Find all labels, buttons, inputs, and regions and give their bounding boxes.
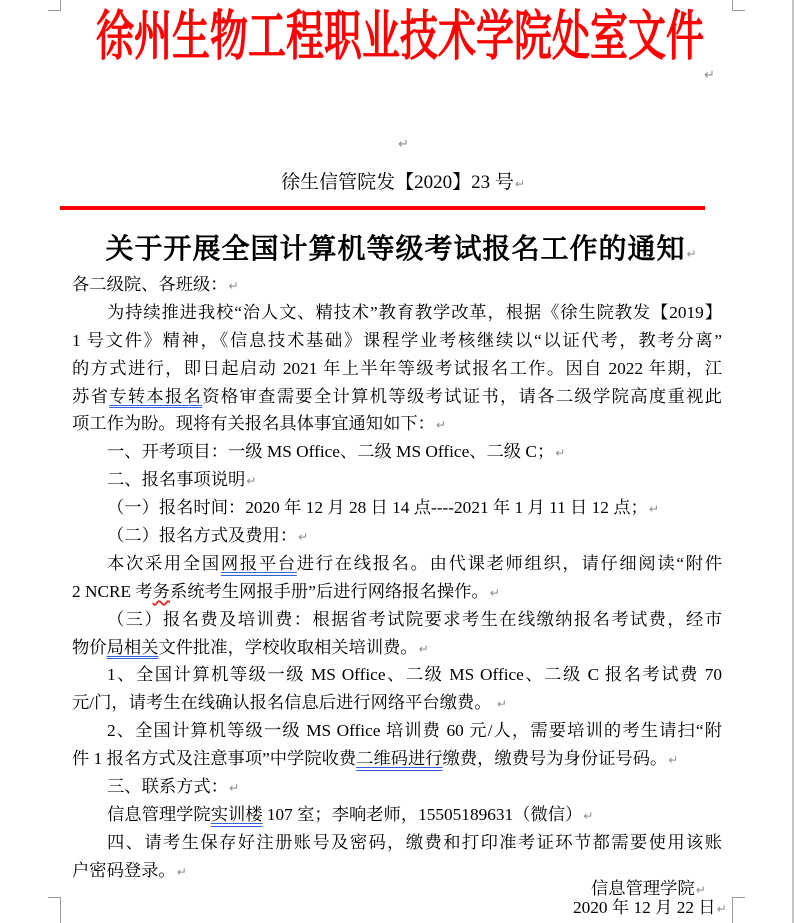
body-line: [72, 661, 722, 689]
document-number-text: 徐生信管院发【2020】23 号: [281, 172, 514, 193]
line-text: 107 室；李响老师，15505189631（微信）: [262, 804, 583, 824]
line-text: 为持续推进我校“治人文、精技术”教育教学改革，根据《徐生院教发【2019】: [107, 302, 722, 322]
paragraph-mark-icon: ↵: [496, 697, 507, 712]
signature-department-text: 信息管理学院: [591, 879, 695, 898]
salutation-line: [72, 271, 722, 299]
paragraph-mark-icon: ↵: [695, 883, 706, 897]
body-line: [72, 299, 722, 327]
paragraph-mark-icon: ↵: [176, 864, 187, 879]
line-text: 资格审查需要全计算机等级考试证书，请各二级学院高度重视此: [202, 386, 722, 406]
line-text: 2、全国计算机等级一级 MS Office 培训费 60 元/人，需要培训的考生请扫“附: [107, 721, 722, 741]
notice-body: [72, 271, 722, 885]
grammar-flagged-text: 局相关: [106, 637, 159, 657]
body-line: [72, 383, 722, 411]
line-text: 信息管理学院: [107, 804, 211, 824]
paragraph-mark-icon: ↵: [555, 446, 566, 461]
contact-line: [72, 801, 722, 829]
body-line: [72, 494, 722, 522]
body-line: [72, 829, 722, 857]
line-text: 本次采用全国: [107, 553, 221, 573]
line-text: 进行在线报名。由代课老师组织，请仔细阅读“附件: [296, 553, 722, 573]
body-line: [72, 355, 722, 383]
spelling-flagged-text: 务: [152, 581, 170, 601]
paragraph-mark-icon: ↵: [716, 902, 727, 916]
crop-mark-bottom-right: [732, 897, 733, 923]
body-line: [72, 634, 722, 662]
line-text: （三）报名费及培训费：根据省考试院要求考生在线缴纳报名考试费，经市: [107, 609, 722, 629]
line-text: 文件批准，学校收取相关培训费。: [158, 637, 418, 657]
letterhead-title: 徐州生物工程职业技术学院处室文件: [95, 7, 704, 68]
line-text: 项工作为盼。现将有关报名具体事宜通知如下：: [72, 414, 435, 434]
body-line: [72, 717, 722, 745]
line-text: 户密码登录。: [72, 860, 176, 880]
paragraph-mark-icon: ↵: [246, 474, 257, 489]
body-line: [72, 745, 722, 773]
paragraph-mark-icon: ↵: [668, 753, 679, 768]
line-text: 苏省: [72, 386, 110, 406]
signature-date: [573, 897, 727, 920]
body-line: [72, 689, 722, 717]
line-text: 2 NCRE 考: [72, 581, 153, 601]
line-text: 1、全国计算机等级一级 MS Office、二级 MS Office、二级 C 报名考试费 70: [107, 665, 722, 685]
paragraph-mark-icon: ↵: [686, 247, 697, 261]
paragraph-mark-icon: ↵: [648, 502, 659, 517]
notice-title-text: 关于开展全国计算机等级考试报名工作的通知: [105, 234, 686, 265]
paragraph-mark-icon: ↵: [228, 781, 240, 796]
body-line: [72, 550, 722, 578]
body-line: [72, 606, 722, 634]
paragraph-mark-icon: ↵: [489, 585, 500, 600]
notice-title: [0, 233, 794, 271]
line-text: （二）报名方式及费用：: [107, 526, 298, 546]
line-text: 四、请考生保存好注册账号及密码，缴费和打印准考证环节都需要使用该账: [107, 832, 722, 852]
line-text: 缴费，缴费号为身份证号码。: [442, 749, 668, 769]
paragraph-mark-icon: ↵: [583, 808, 594, 823]
line-text: 件 1 报名方式及注意事项”中学院收费: [72, 749, 357, 769]
line-text: 元/门，请考生在线确认报名信息后进行网络平台缴费。: [72, 693, 496, 713]
section-heading-line: [72, 438, 722, 466]
body-line: [72, 327, 722, 355]
paragraph-mark-icon: ↵: [298, 530, 309, 545]
grammar-flagged-text: 实训楼: [210, 804, 263, 824]
line-text: 系统考生网报手册”后进行网络报名操作。: [169, 581, 489, 601]
crop-mark-bottom-right: [732, 897, 745, 898]
line-text: 二、报名事项说明: [107, 470, 246, 490]
crop-mark-bottom-left: [60, 897, 61, 923]
line-text: 的方式进行，即日起启动 2021 年上半年等级考试报名工作。因自 2022 年期，江: [72, 358, 722, 378]
line-text: 1 号文件》精神，《信息技术基础》课程学业考核继续以“以证代考，教考分离”: [72, 330, 722, 350]
grammar-flagged-text: 二维码进行: [356, 749, 443, 769]
line-text: 三、联系方式：: [107, 777, 228, 797]
line-text: （一）报名时间：2020 年 12 月 28 日 14 点----2021 年 1 月 11 日 12 点；: [107, 498, 648, 518]
body-line: [72, 410, 722, 438]
paragraph-mark-icon: ↵: [418, 641, 429, 656]
line-text: 各二级院、各班级：: [72, 275, 228, 294]
body-line: [72, 522, 722, 550]
line-text: 物价: [72, 637, 107, 657]
document-number: [0, 171, 794, 196]
paragraph-mark-icon: ↵: [435, 418, 446, 433]
paragraph-mark-icon: ↵: [514, 177, 525, 191]
grammar-flagged-text: 网报平台: [220, 553, 297, 573]
body-line: [72, 578, 722, 606]
grammar-flagged-text: 专转本报名: [109, 386, 203, 406]
paragraph-mark-icon: ↵: [398, 137, 409, 152]
section-heading-line: [72, 773, 722, 801]
paragraph-mark-icon: ↵: [228, 279, 239, 293]
line-text: 一、开考项目：一级 MS Office、二级 MS Office、二级 C；: [107, 442, 555, 462]
letterhead-red-rule: [60, 206, 705, 210]
signature-date-text: 2020 年 12 月 22 日: [573, 898, 716, 917]
section-heading-line: [72, 466, 722, 494]
paragraph-mark-icon: ↵: [704, 68, 715, 83]
